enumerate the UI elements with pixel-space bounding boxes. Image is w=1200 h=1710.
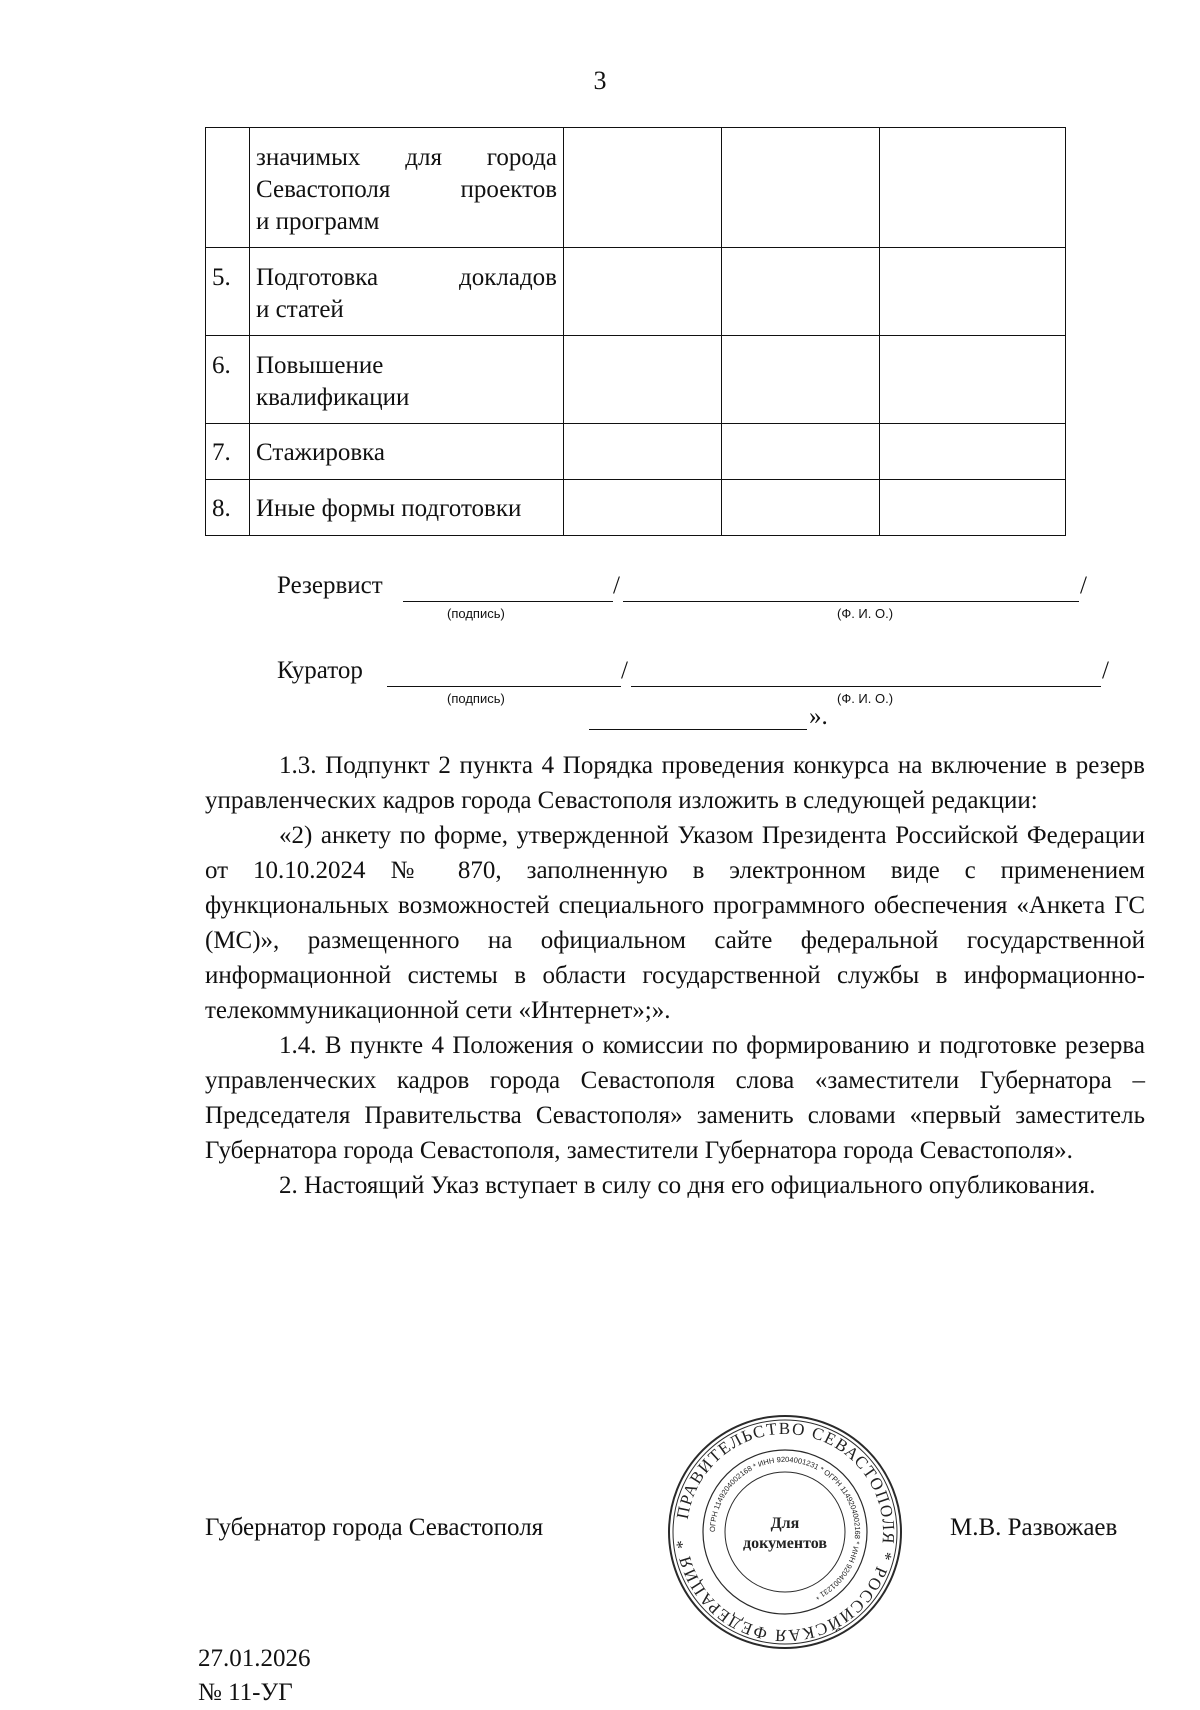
date-line <box>589 729 807 730</box>
row-activity-line: квалификации <box>256 384 410 411</box>
row-activity <box>250 480 564 536</box>
row-number: 6. <box>206 336 250 424</box>
curator-fio-line <box>631 686 1101 687</box>
empty-cell <box>564 424 722 480</box>
reservist-fio-line <box>623 601 1079 602</box>
row-number: 5. <box>206 248 250 336</box>
fio-caption: (Ф. И. О.) <box>837 606 894 621</box>
svg-text:ПРАВИТЕЛЬСТВО СЕВАСТОПОЛЯ * РО <box>672 1419 898 1645</box>
separator-slash: / <box>613 572 620 599</box>
seal-center-line-1: Для <box>770 1515 800 1532</box>
row-activity-line: Подготовка докладов <box>256 264 557 291</box>
row-activity-line: Севастополя проектов <box>256 176 557 203</box>
row-activity-line: значимых для города <box>256 144 557 171</box>
row-activity-line: и статей <box>256 296 344 323</box>
decree-date: 27.01.2026 <box>198 1645 311 1672</box>
paragraph-1-4: 1.4. В пункте 4 Положения о комиссии по формированию и подготовке резерва управленческих кадров города Севастополя слова «заместители Губернатора – Председателя Правительства Севастополя» заменить словами «первый заместитель Губернатора города Севастополя, заместители Губернатора города Севастополя». <box>205 1032 1145 1164</box>
decree-footer <box>198 1642 311 1710</box>
curator-signature-row <box>277 657 1137 737</box>
signature-caption: (подпись) <box>447 691 505 706</box>
table-row <box>206 336 1066 424</box>
empty-cell <box>722 424 880 480</box>
fio-caption: (Ф. И. О.) <box>837 691 894 706</box>
row-activity-line: Повышение <box>256 352 384 379</box>
reservist-signature-line <box>403 601 613 602</box>
empty-cell <box>564 336 722 424</box>
paragraph-quote: «2) анкету по форме, утвержденной Указом Президента Российской Федерации от 10.10.2024 № 870, заполненную в электронном виде с применением функциональных возможностей специального программного обеспечения «Анкета ГС (МС)», размещенного на официальном сайте федеральной государственной информационной системы в области государственной службы в информационно-телекоммуникационной сети «Интернет»;». <box>205 822 1145 1024</box>
row-number: 8. <box>206 480 250 536</box>
page-number: 3 <box>593 66 607 95</box>
seal-inner-text: ОГРН 1149204002168 * ИНН 9204001231 * ОГРН 1149204002168 * ИНН 9204001231 * <box>707 1454 863 1602</box>
table-row <box>206 128 1066 248</box>
empty-cell <box>880 480 1066 536</box>
reservist-label: Резервист <box>277 572 383 599</box>
separator-slash: / <box>621 657 628 684</box>
empty-cell <box>564 480 722 536</box>
decree-body <box>205 748 1145 1203</box>
training-plan-table <box>205 127 1066 536</box>
empty-cell <box>564 128 722 248</box>
empty-cell <box>880 248 1066 336</box>
row-activity <box>250 248 564 336</box>
empty-cell <box>880 128 1066 248</box>
empty-cell <box>564 248 722 336</box>
signatory-name: М.В. Развожаев <box>950 1514 1118 1541</box>
empty-cell <box>722 480 880 536</box>
empty-cell <box>722 336 880 424</box>
table-row <box>206 480 1066 536</box>
seal-center-line-2: документов <box>743 1535 827 1552</box>
curator-signature-line <box>387 686 621 687</box>
reservist-signature-row <box>277 572 1117 632</box>
table-row <box>206 424 1066 480</box>
row-activity-line: Иные формы подготовки <box>256 495 522 522</box>
row-activity-line: Стажировка <box>256 439 385 466</box>
official-seal <box>665 1412 905 1652</box>
row-activity <box>250 336 564 424</box>
row-activity-line: и программ <box>256 208 380 235</box>
decree-number: № 11-УГ <box>198 1679 293 1706</box>
row-number <box>206 128 250 248</box>
signatory-position: Губернатор города Севастополя <box>205 1514 544 1541</box>
row-activity <box>250 128 564 248</box>
empty-cell <box>880 336 1066 424</box>
seal-outer-text: ПРАВИТЕЛЬСТВО СЕВАСТОПОЛЯ * РОССИЙСКАЯ ФЕДЕРАЦИЯ * <box>672 1418 899 1646</box>
curator-label: Куратор <box>277 657 363 684</box>
paragraph-1-3: 1.3. Подпункт 2 пункта 4 Порядка проведения конкурса на включение в резерв управленческих кадров города Севастополя изложить в следующей редакции: <box>205 752 1145 814</box>
empty-cell <box>722 128 880 248</box>
closing-quote: ». <box>809 703 828 730</box>
paragraph-2: 2. Настоящий Указ вступает в силу со дня его официального опубликования. <box>279 1172 1096 1199</box>
separator-slash: / <box>1102 657 1109 684</box>
row-activity <box>250 424 564 480</box>
signature-caption: (подпись) <box>447 606 505 621</box>
empty-cell <box>880 424 1066 480</box>
empty-cell <box>722 248 880 336</box>
separator-slash: / <box>1080 572 1087 599</box>
table-row <box>206 248 1066 336</box>
row-number: 7. <box>206 424 250 480</box>
